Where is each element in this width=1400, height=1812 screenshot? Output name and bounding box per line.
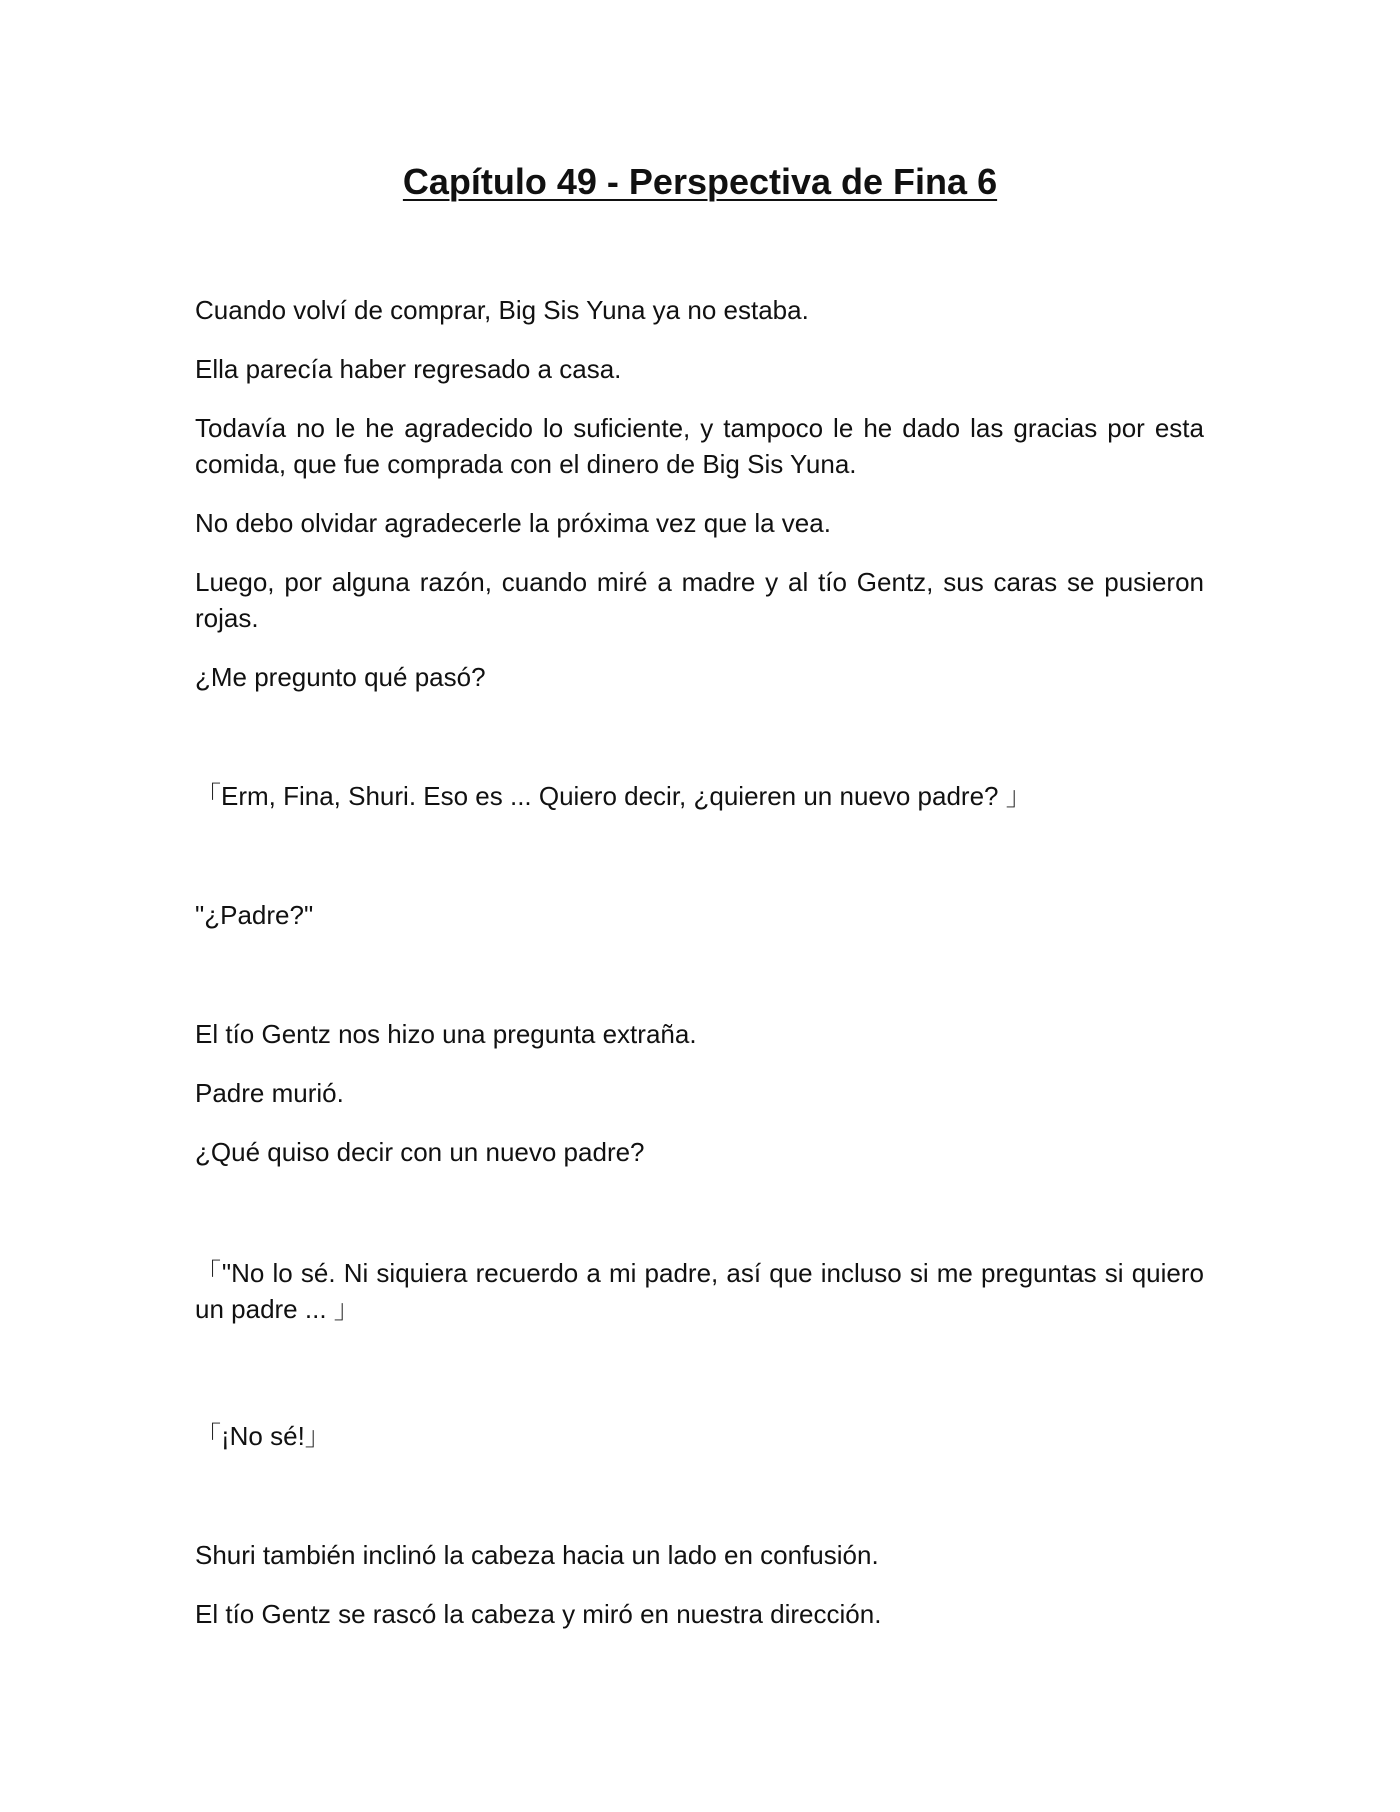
paragraph: ¿Me pregunto qué pasó? bbox=[195, 662, 486, 692]
paragraph: ¿Qué quiso decir con un nuevo padre? bbox=[195, 1137, 645, 1167]
paragraph: El tío Gentz se rascó la cabeza y miró en nuestra dirección. bbox=[195, 1599, 882, 1629]
dialogue-line: 「¡No sé!」 bbox=[195, 1421, 331, 1451]
paragraph: Todavía no le he agradecido lo suficiente, y tampoco le he dado las gracias por esta comida, que fue comprada con el dinero de Big Sis Yuna. bbox=[195, 413, 1204, 479]
paragraph: No debo olvidar agradecerle la próxima vez que la vea. bbox=[195, 508, 831, 538]
paragraph: Shuri también inclinó la cabeza hacia un lado en confusión. bbox=[195, 1540, 879, 1570]
paragraph: Padre murió. bbox=[195, 1078, 344, 1108]
dialogue-line: 「Erm, Fina, Shuri. Eso es ... Quiero decir, ¿quieren un nuevo padre? 」 bbox=[195, 781, 1032, 811]
dialogue-line: 「"No lo sé. Ni siquiera recuerdo a mi padre, así que incluso si me preguntas si quiero un padre ... 」 bbox=[195, 1258, 1204, 1324]
paragraph: Luego, por alguna razón, cuando miré a madre y al tío Gentz, sus caras se pusieron rojas. bbox=[195, 567, 1204, 633]
dialogue-line: "¿Padre?" bbox=[195, 900, 314, 930]
paragraph: Cuando volví de comprar, Big Sis Yuna ya no estaba. bbox=[195, 295, 809, 325]
paragraph: Ella parecía haber regresado a casa. bbox=[195, 354, 622, 384]
paragraph: El tío Gentz nos hizo una pregunta extraña. bbox=[195, 1019, 697, 1049]
chapter-title: Capítulo 49 - Perspectiva de Fina 6 bbox=[402, 161, 998, 202]
